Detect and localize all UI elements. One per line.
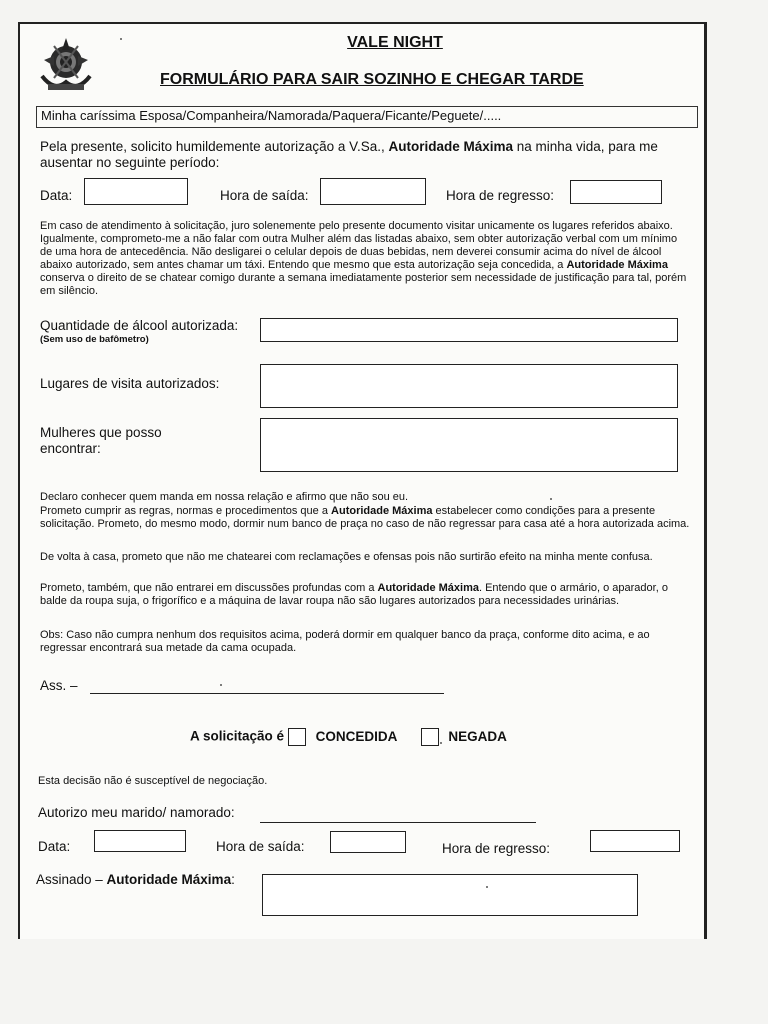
- scan-speck: [220, 684, 222, 686]
- declaration-3: De volta à casa, prometo que não me chatearei com reclamações e ofensas pois não surtirão efeito na minha mente confusa.: [40, 551, 653, 563]
- departure2-label: Hora de saída:: [216, 839, 305, 854]
- departure-label: Hora de saída:: [220, 188, 309, 203]
- scan-speck: [486, 886, 488, 888]
- form-subtitle: FORMULÁRIO PARA SAIR SOZINHO E CHEGAR TARDE: [160, 71, 584, 88]
- date-label: Data:: [40, 188, 73, 203]
- women-label-line2: encontrar:: [40, 441, 101, 456]
- request-label: A solicitação é: [190, 728, 285, 744]
- signed-field[interactable]: [262, 874, 638, 916]
- alcohol-label: Quantidade de álcool autorizada:: [40, 318, 239, 333]
- signature-label: Ass. –: [40, 678, 78, 693]
- declaration-5: Obs: Caso não cumpra nenhum dos requisitos acima, poderá dormir em qualquer banco da praça, conforme dito acima, e ao regressar encontrará sua metade da cama ocupada.: [40, 629, 650, 654]
- commitment-paragraph: Em caso de atendimento à solicitação, juro solenemente pelo presente documento visitar unicamente os lugares referidos abaixo. Igualmente, comprometo-me a não falar com outra Mulher além das listadas abaixo, sem obter autorização verbal com um mínimo de uma hora de antecedência. Não desligarei o celular depois de duas bebidas, nem deverei consumir acima do nível de álcool abaixo autorizado, sem antes chamar um táxi. Entendo que mesmo que esta autorização seja concedida, a Autoridade Máxima conserva o direito de se chatear comigo durante a semana imediatamente posterior sem necessidade de justificação para tal, porém em silêncio.: [40, 220, 687, 297]
- women-label-line1: Mulheres que posso: [40, 425, 162, 440]
- denied-label: NEGADA: [448, 728, 507, 744]
- places-field[interactable]: [260, 364, 678, 408]
- places-label: Lugares de visita autorizados:: [40, 376, 220, 391]
- authorize-line[interactable]: [260, 821, 536, 823]
- return-label: Hora de regresso:: [446, 188, 555, 203]
- date2-field[interactable]: [94, 830, 186, 852]
- salutation-field[interactable]: Minha caríssima Esposa/Companheira/Namorada/Paquera/Ficante/Peguete/.....: [36, 106, 698, 128]
- return-time-field[interactable]: [570, 180, 662, 204]
- alcohol-field[interactable]: [260, 318, 678, 342]
- departure2-field[interactable]: [330, 831, 406, 853]
- granted-label: CONCEDIDA: [315, 728, 397, 744]
- alcohol-note: (Sem uso de bafômetro): [40, 334, 149, 345]
- signed-label: Assinado – Autoridade Máxima:: [36, 872, 235, 887]
- authorize-label: Autorizo meu marido/ namorado:: [38, 805, 235, 820]
- departure-time-field[interactable]: [320, 178, 426, 205]
- declaration-2: Prometo cumprir as regras, normas e procedimentos que a Autoridade Máxima estabelecer como condições para a presente solicitação. Prometo, do mesmo modo, dormir num banco de praça no caso de não regressar para casa até a hora autorizada acima.: [40, 505, 690, 530]
- scan-speck: [550, 498, 552, 500]
- decision-row: [190, 728, 507, 746]
- intro-paragraph: Pela presente, solicito humildemente autorização a V.Sa., Autoridade Máxima na minha vida, para me ausentar no seguinte período:: [40, 139, 658, 170]
- form-page: [18, 22, 707, 939]
- date2-label: Data:: [38, 839, 71, 854]
- no-negotiation-note: Esta decisão não é susceptível de negociação.: [38, 775, 268, 787]
- form-title: VALE NIGHT: [347, 34, 443, 51]
- women-field[interactable]: [260, 418, 678, 472]
- date-field[interactable]: [84, 178, 188, 205]
- scan-speck: [440, 742, 442, 744]
- return2-label: Hora de regresso:: [442, 841, 551, 856]
- denied-checkbox[interactable]: [421, 728, 439, 746]
- declaration-4: Prometo, também, que não entrarei em discussões profundas com a Autoridade Máxima. Entendo que o armário, o aparador, o balde da roupa suja, o frigorífico e a máquina de lavar roupa não são lugares autorizados para necessidades urinárias.: [40, 582, 668, 607]
- declaration-1: Declaro conhecer quem manda em nossa relação e afirmo que não sou eu.: [40, 491, 409, 503]
- granted-checkbox[interactable]: [288, 728, 306, 746]
- return2-field[interactable]: [590, 830, 680, 852]
- scan-speck: [120, 38, 122, 40]
- signature-line[interactable]: [90, 692, 444, 694]
